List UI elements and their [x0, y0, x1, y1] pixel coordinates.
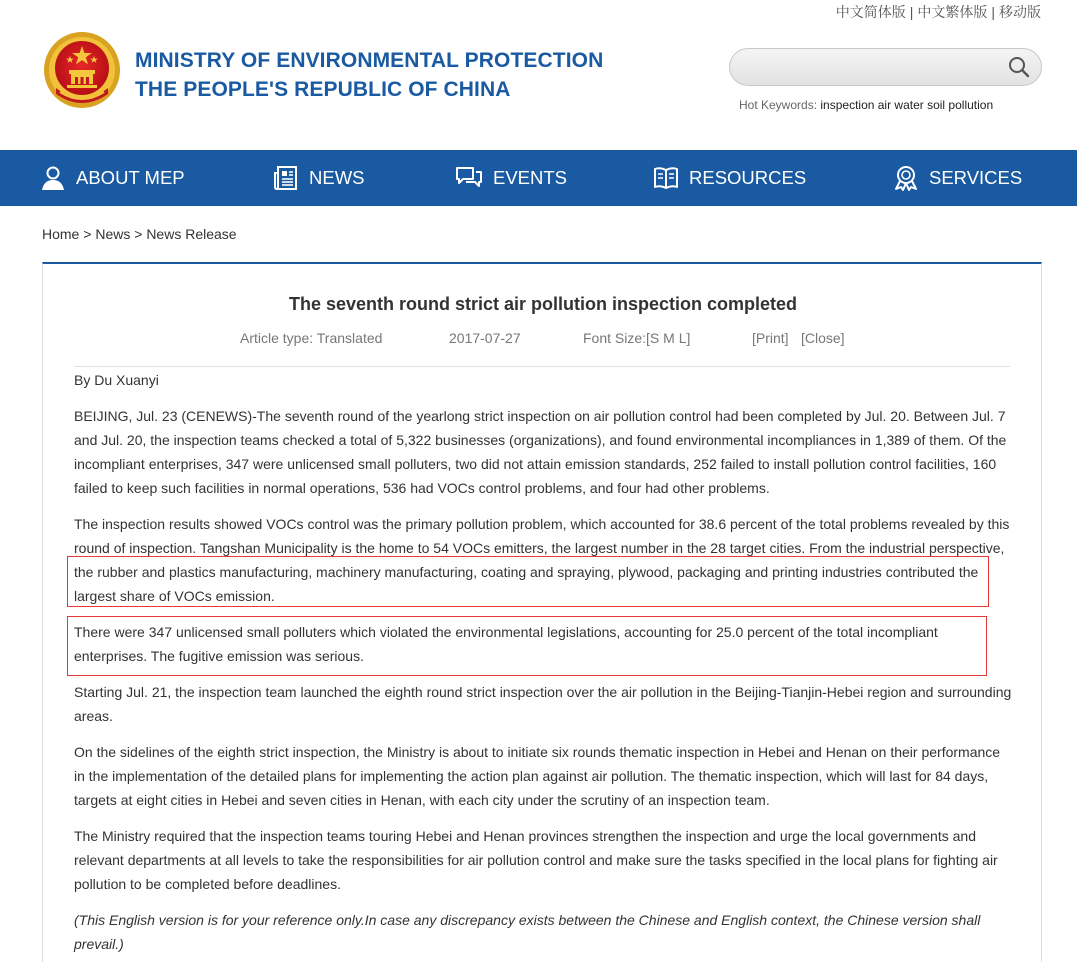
article-type: Article type: Translated [240, 330, 383, 346]
nav-resources-label: RESOURCES [689, 167, 807, 188]
breadcrumb-separator: > [134, 226, 143, 242]
nav-events-label: EVENTS [493, 167, 568, 188]
lang-traditional-link[interactable]: 中文繁体版 [917, 4, 988, 20]
font-size-control[interactable]: Font Size:[S M L] [583, 330, 691, 346]
lang-mobile-link[interactable]: 移动版 [999, 4, 1041, 20]
article-paragraph-5: On the sidelines of the eighth strict inspection, the Ministry is about to initiate six rounds thematic inspection in Hebei and Henan on their performance in the implementation of the detailed plans for implementing the action plan against air pollution. The thematic inspection, which will last for 84 days, targets at eight cities in Hebei and seven cities in Henan, with each city under the scrutiny of an inspection team. [74, 744, 1001, 808]
breadcrumb-separator: > [83, 226, 92, 242]
search-box [729, 48, 1042, 86]
article-paragraph-3: There were 347 unlicensed small polluters which violated the environmental legislations, accounting for 25.0 percent of the total incompliant enterprises. The fugitive emission was serious. [74, 624, 938, 664]
highlight-box-unlicensed [67, 616, 987, 676]
emblem-icon [42, 30, 122, 112]
article-disclaimer: (This English version is for your reference only.In case any discrepancy exists between the Chinese and English context, the Chinese version shall prevail.) [74, 912, 981, 952]
divider [74, 366, 1010, 367]
award-badge-icon [893, 165, 919, 191]
national-emblem-logo[interactable] [42, 30, 122, 112]
breadcrumb-news[interactable]: News [95, 226, 131, 242]
site-title[interactable] [135, 46, 603, 104]
nav-services[interactable] [893, 150, 1022, 206]
nav-services-label: SERVICES [929, 167, 1023, 188]
nav-news-label: NEWS [309, 167, 365, 188]
newspaper-icon [273, 165, 299, 191]
site-title-line2: THE PEOPLE'S REPUBLIC OF CHINA [135, 78, 511, 101]
hot-keywords [739, 98, 993, 112]
lang-simplified-link[interactable]: 中文简体版 [835, 4, 906, 20]
hot-keywords-label: Hot Keywords: [739, 98, 818, 112]
breadcrumb [42, 226, 237, 242]
close-link[interactable]: [Close] [801, 330, 845, 346]
nav-about-label: ABOUT MEP [76, 167, 185, 188]
user-icon [40, 165, 66, 191]
book-icon [653, 165, 679, 191]
nav-resources[interactable] [653, 150, 806, 206]
article-paragraph-4: Starting Jul. 21, the inspection team launched the eighth round strict inspection over the air pollution in the Beijing-Tianjin-Hebei region and surrounding areas. [74, 684, 1012, 724]
main-nav [0, 150, 1077, 206]
article-date: 2017-07-27 [449, 330, 521, 346]
nav-about-mep[interactable] [40, 150, 185, 206]
print-link[interactable]: [Print] [752, 330, 789, 346]
nav-news[interactable] [273, 150, 365, 206]
article-paragraph-1: BEIJING, Jul. 23 (CENEWS)-The seventh round of the yearlong strict inspection on air pollution control had been completed by Jul. 20. Between Jul. 7 and Jul. 20, the inspection teams checked a total of 5,322 businesses (organizations), and found environmental incompliances in 1,389 of them. Of the incompliant enterprises, 347 were unlicensed small polluters, two did not attain emission standards, 252 failed to install pollution control facilities, 160 failed to keep such facilities in normal operations, 536 had VOCs control problems, and four had other problems. [74, 408, 1007, 496]
chat-bubbles-icon [455, 165, 483, 191]
lang-separator: | [909, 4, 914, 20]
article-panel [42, 262, 1042, 962]
search-icon[interactable] [1007, 55, 1031, 79]
breadcrumb-home[interactable]: Home [42, 226, 80, 242]
article-paragraph-6: The Ministry required that the inspection teams touring Hebei and Henan provinces strengthen the inspection and urge the local governments and relevant departments at all levels to take the responsibilities for air pollution control and make sure the tasks specified in the local plans for fighting air pollution to be completed before deadlines. [74, 828, 998, 892]
lang-separator: | [991, 4, 995, 20]
nav-events[interactable] [455, 150, 567, 206]
language-links [836, 2, 1041, 22]
article-title: The seventh round strict air pollution inspection completed [288, 294, 798, 314]
site-title-line1: MINISTRY OF ENVIRONMENTAL PROTECTION [135, 49, 604, 72]
article-byline: By Du Xuanyi [74, 372, 159, 388]
article-paragraph-2: The inspection results showed VOCs control was the primary pollution problem, which accounted for 38.6 percent of the total problems revealed by this round of inspection. Tangshan Municipality is the home to 54 VOCs emitters, the largest number in the 28 target cities. From the industrial perspective, the rubber and plastics manufacturing, machinery manufacturing, coating and spraying, plywood, packaging and printing industries contributed the largest share of VOCs emission. [74, 516, 1010, 604]
highlight-box-vocs [67, 556, 989, 607]
breadcrumb-news-release[interactable]: News Release [146, 226, 237, 242]
search-input[interactable] [744, 55, 1004, 79]
hot-keywords-list[interactable]: inspection air water soil pollution [820, 98, 994, 112]
